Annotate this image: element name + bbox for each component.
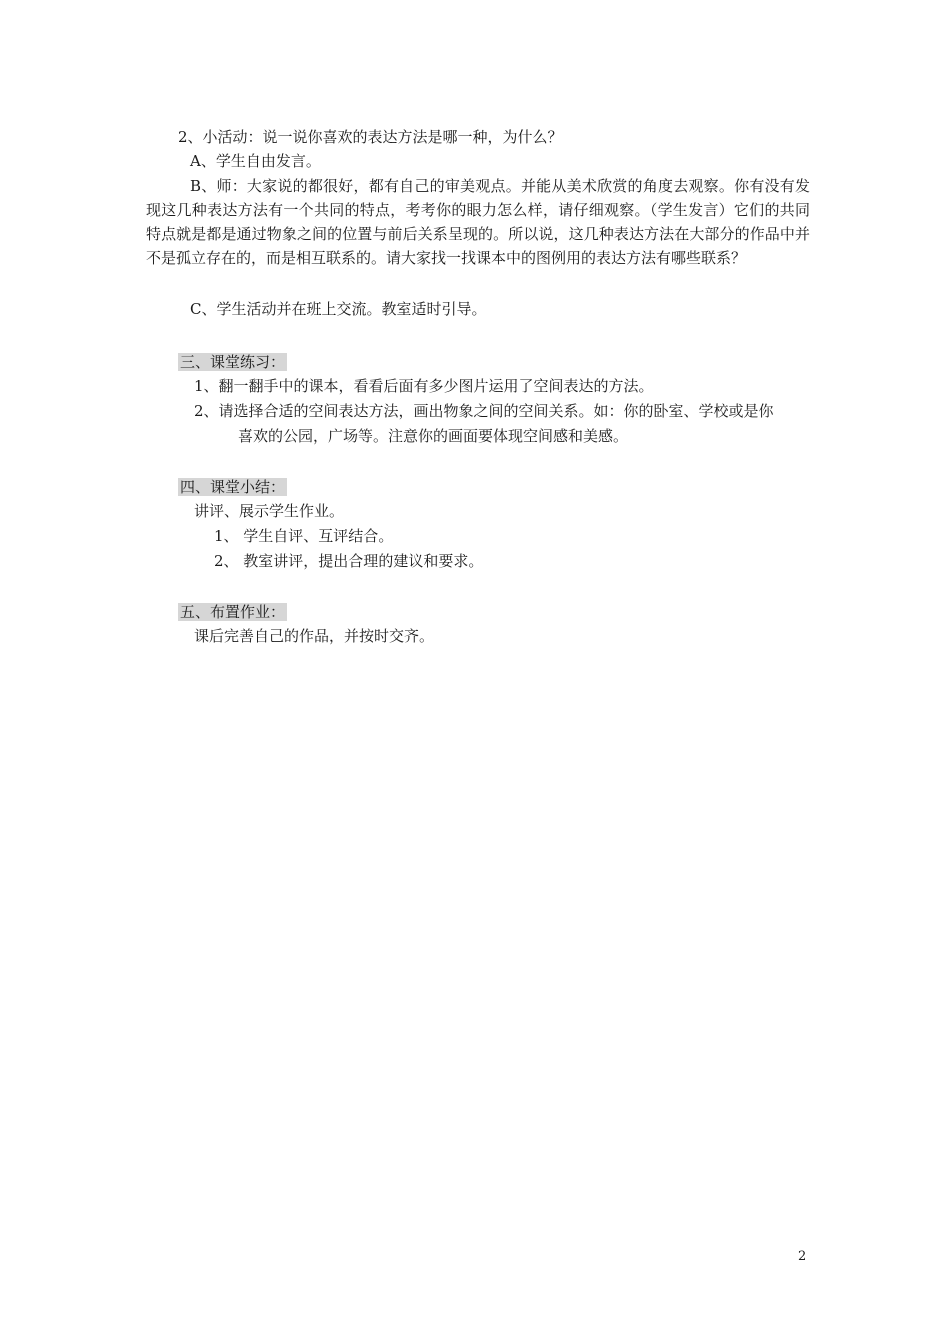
practice-item-2-line-1: 2、请选择合适的空间表达方法，画出物象之间的空间关系。如：你的卧室、学校或是你 bbox=[194, 402, 774, 420]
activity-item-2: 2、小活动：说一说你喜欢的表达方法是哪一种，为什么？ bbox=[178, 128, 563, 146]
summary-heading: 四、课堂小结： bbox=[180, 478, 286, 496]
activity-item-c: C、学生活动并在班上交流。教室适时引导。 bbox=[190, 300, 487, 318]
summary-item-1: 1、 学生自评、互评结合。 bbox=[214, 527, 394, 545]
practice-heading: 三、课堂练习： bbox=[180, 353, 286, 371]
practice-item-1: 1、翻一翻手中的课本，看看后面有多少图片运用了空间表达的方法。 bbox=[194, 377, 654, 395]
homework-heading-line bbox=[178, 600, 287, 624]
homework-text: 课后完善自己的作品，并按时交齐。 bbox=[194, 627, 435, 645]
practice-item-2-line-2: 喜欢的公园，广场等。注意你的画面要体现空间感和美感。 bbox=[238, 427, 629, 445]
summary-item-2: 2、 教室讲评，提出合理的建议和要求。 bbox=[214, 552, 484, 570]
practice-heading-line bbox=[178, 350, 287, 374]
page-number: 2 bbox=[798, 1249, 807, 1264]
activity-item-a: A、学生自由发言。 bbox=[190, 152, 321, 170]
summary-intro: 讲评、展示学生作业。 bbox=[194, 502, 345, 520]
summary-heading-line bbox=[178, 475, 287, 499]
homework-heading: 五、布置作业： bbox=[180, 603, 286, 621]
activity-item-b: B、师：大家说的都很好，都有自己的审美观点。并能从美术欣赏的角度去观察。你有没有发现这几种表达方法有一个共同的特点，考考你的眼力怎么样，请仔细观察。（学生发言）它们的共同特点就是都是通过物象之间的位置与前后关系呈现的。所以说，这几种表达方法在大部分的作品中并不是孤立存在的，而是相互联系的。请大家找一找课本中的图例用的表达方法有哪些联系？ bbox=[146, 177, 810, 267]
